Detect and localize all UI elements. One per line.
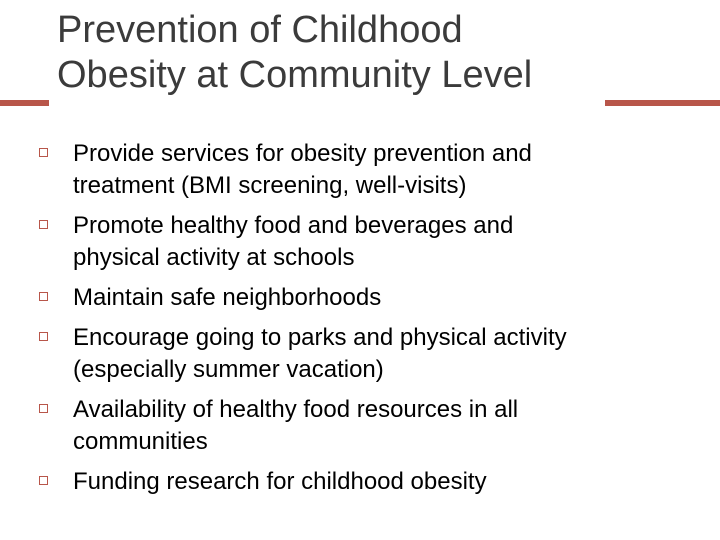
hollow-square-bullet-icon [39,148,48,157]
bullet-item [36,466,696,498]
title-line-2: Obesity at Community Level [57,54,533,96]
bullet-text-line: Maintain safe neighborhoods [73,284,382,311]
bullet-text-line: Availability of healthy food resources in all [73,396,519,423]
bullet-item [36,210,696,274]
bullet-item [36,322,696,386]
bullet-item [36,282,696,314]
slide-title [57,8,697,98]
hollow-square-bullet-icon [39,404,48,413]
title-divider-right [605,100,720,106]
bullet-text-line: (especially summer vacation) [73,356,384,383]
bullet-text-line: communities [73,428,208,455]
bullet-text-line: physical activity at schools [73,244,355,271]
bullet-text-line: Encourage going to parks and physical activity [73,324,567,351]
title-divider-left [0,100,49,106]
bullet-text-line: Promote healthy food and beverages and [73,212,514,239]
hollow-square-bullet-icon [39,332,48,341]
bullet-list [36,138,696,506]
bullet-item [36,394,696,458]
bullet-item [36,138,696,202]
hollow-square-bullet-icon [39,292,48,301]
title-line-1: Prevention of Childhood [57,9,463,51]
bullet-text-line: treatment (BMI screening, well-visits) [73,172,467,199]
hollow-square-bullet-icon [39,476,48,485]
hollow-square-bullet-icon [39,220,48,229]
bullet-text-line: Funding research for childhood obesity [73,468,487,495]
bullet-text-line: Provide services for obesity prevention and [73,140,532,167]
